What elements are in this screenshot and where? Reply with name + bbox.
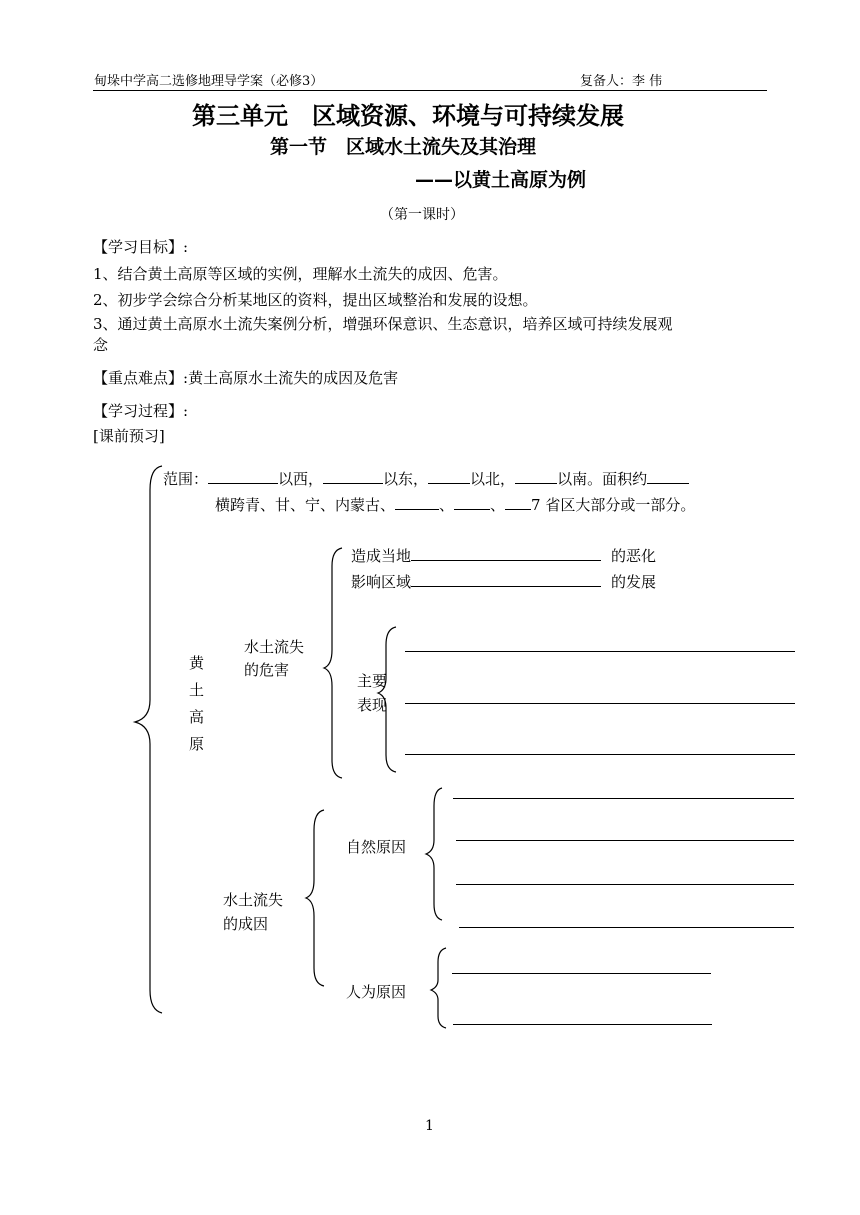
scope-blank[interactable] (454, 494, 490, 510)
root-char: 土 (189, 681, 205, 699)
objectives-heading: 【学习目标】: (93, 238, 189, 256)
scope-label: 范围： (163, 470, 209, 488)
scope-blank[interactable] (395, 494, 439, 510)
answer-line[interactable] (453, 798, 794, 799)
root-char: 高 (189, 708, 205, 726)
answer-line[interactable] (453, 1024, 712, 1025)
answer-line[interactable] (405, 703, 795, 704)
objective-item: 2、初步学会综合分析某地区的资料，提出区域整治和发展的设想。 (93, 291, 538, 309)
harm-brace (324, 548, 342, 778)
scope-line-2 (215, 494, 695, 515)
scope-blank[interactable] (505, 494, 531, 510)
harm-item-text: 的恶化 (611, 547, 657, 565)
scope-text: 、 (439, 496, 455, 514)
section-subtitle: ——以黄土高原为例 (415, 169, 587, 191)
natural-cause-label: 自然原因 (346, 838, 407, 856)
harm-blank[interactable] (411, 545, 601, 561)
harm-label (244, 636, 304, 682)
scope-text: 以东， (383, 470, 429, 488)
header-left: 甸垛中学高二选修地理导学案（必修3） (94, 74, 324, 89)
human-cause-label: 人为原因 (346, 983, 407, 1001)
main-expression-line: 主要 (357, 672, 388, 690)
cause-label (223, 888, 283, 936)
harm-item-text: 造成当地 (351, 547, 412, 565)
cause-label-line: 水土流失 (223, 891, 284, 909)
scope-blank[interactable] (323, 468, 383, 484)
root-char: 黄 (189, 654, 205, 672)
process-heading: 【学习过程】: (93, 402, 189, 420)
answer-line[interactable] (456, 840, 794, 841)
scope-text: 以南。面积约 (557, 470, 648, 488)
objective-item: 3、通过黄土高原水土流失案例分析，增强环保意识、生态意识，培养区域可持续发展观 (93, 315, 673, 333)
key-points-heading: 【重点难点】: (93, 369, 189, 387)
objective-item-continued: 念 (93, 336, 109, 354)
scope-blank[interactable] (647, 468, 689, 484)
scope-text: 7 省区大部分或一部分。 (531, 496, 696, 514)
main-brace (135, 466, 162, 1013)
answer-line[interactable] (456, 884, 794, 885)
scope-line-1 (163, 468, 689, 489)
scope-text: 、 (490, 496, 506, 514)
scope-text: 横跨青、甘、宁、内蒙古、 (215, 496, 396, 514)
cause-label-line: 的成因 (223, 915, 269, 933)
scope-blank[interactable] (208, 468, 278, 484)
cause-brace (306, 810, 324, 986)
harm-item-text: 的发展 (611, 573, 657, 591)
natural-brace (426, 788, 442, 920)
scope-text: 以西， (278, 470, 324, 488)
harm-item-text: 影响区域 (351, 573, 412, 591)
answer-line[interactable] (405, 754, 795, 755)
harm-item-2 (351, 571, 656, 592)
harm-item-1 (351, 545, 656, 566)
main-expression-line: 表现 (357, 696, 388, 714)
answer-line[interactable] (405, 651, 795, 652)
scope-text: 以北， (470, 470, 516, 488)
key-points-text: 黄土高原水土流失的成因及危害 (188, 369, 399, 387)
section-title: 第一节 区域水土流失及其治理 (270, 136, 537, 158)
scope-blank[interactable] (428, 468, 470, 484)
preview-label: [课前预习] (93, 427, 165, 445)
header-right: 复备人：李 伟 (580, 74, 663, 89)
main-expression-label (357, 669, 387, 717)
harm-blank[interactable] (411, 571, 601, 587)
root-char: 原 (189, 735, 205, 753)
scope-blank[interactable] (515, 468, 557, 484)
answer-line[interactable] (452, 973, 711, 974)
harm-label-line: 水土流失 (244, 638, 305, 656)
page-number: 1 (425, 1118, 434, 1134)
objective-item: 1、结合黄土高原等区域的实例，理解水土流失的成因、危害。 (93, 265, 508, 283)
harm-label-line: 的危害 (244, 661, 290, 679)
lesson-period: （第一课时） (380, 207, 464, 223)
human-brace (431, 948, 446, 1028)
answer-line[interactable] (459, 927, 794, 928)
root-label (189, 650, 204, 758)
unit-title: 第三单元 区域资源、环境与可持续发展 (192, 102, 624, 130)
